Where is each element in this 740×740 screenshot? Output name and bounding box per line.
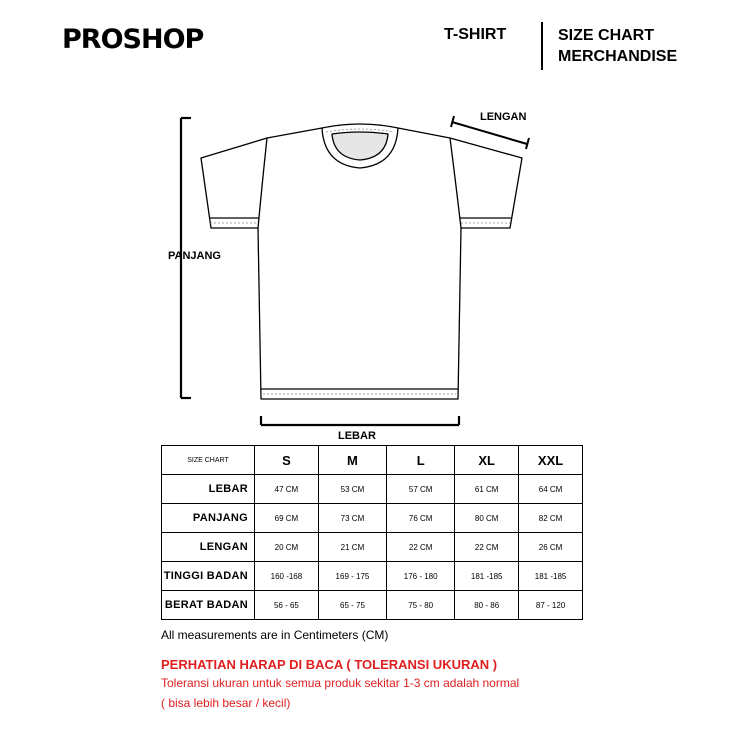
table-cell: 61 CM [455, 475, 519, 504]
size-chart-corner: SIZE CHART [162, 446, 255, 475]
table-cell: 56 - 65 [255, 591, 319, 620]
table-cell: 80 - 86 [455, 591, 519, 620]
row-label-lebar: LEBAR [162, 475, 255, 504]
tshirt-outline-icon [201, 124, 522, 399]
table-cell: 181 -185 [519, 562, 583, 591]
sleeve-label: LENGAN [480, 111, 527, 123]
size-col-l: L [387, 446, 455, 475]
size-col-m: M [318, 446, 386, 475]
width-bracket-icon [261, 416, 459, 425]
row-label-tinggi-badan: TINGGI BADAN [162, 562, 255, 591]
table-cell: 22 CM [455, 533, 519, 562]
table-cell: 21 CM [318, 533, 386, 562]
table-cell: 26 CM [519, 533, 583, 562]
table-cell: 47 CM [255, 475, 319, 504]
brand-logo: PROSHOP [62, 24, 204, 55]
table-cell: 176 - 180 [387, 562, 455, 591]
table-row [162, 504, 583, 533]
product-type: T-SHIRT [444, 26, 507, 43]
measurement-note: All measurements are in Centimeters (CM) [161, 628, 389, 642]
table-cell: 64 CM [519, 475, 583, 504]
table-row [162, 591, 583, 620]
length-label: PANJANG [168, 250, 221, 262]
size-col-xxl: XXL [519, 446, 583, 475]
width-label: LEBAR [338, 430, 376, 442]
tolerance-text: Toleransi ukuran untuk semua produk sekitar 1-3 cm adalah normal [161, 676, 520, 690]
table-cell: 80 CM [455, 504, 519, 533]
table-cell: 65 - 75 [318, 591, 386, 620]
size-col-xl: XL [455, 446, 519, 475]
table-cell: 69 CM [255, 504, 319, 533]
table-cell: 160 -168 [255, 562, 319, 591]
size-table [161, 445, 583, 620]
warning-title: PERHATIAN HARAP DI BACA ( TOLERANSI UKURAN ) [161, 657, 498, 672]
table-cell: 57 CM [387, 475, 455, 504]
table-cell: 76 CM [387, 504, 455, 533]
table-cell: 22 CM [387, 533, 455, 562]
title-merchandise: MERCHANDISE [558, 48, 678, 65]
row-label-lengan: LENGAN [162, 533, 255, 562]
table-cell: 87 - 120 [519, 591, 583, 620]
table-cell: 181 -185 [455, 562, 519, 591]
table-cell: 75 - 80 [387, 591, 455, 620]
row-label-berat-badan: BERAT BADAN [162, 591, 255, 620]
table-cell: 82 CM [519, 504, 583, 533]
table-cell: 73 CM [318, 504, 386, 533]
table-row [162, 562, 583, 591]
row-label-panjang: PANJANG [162, 504, 255, 533]
table-row [162, 475, 583, 504]
table-cell: 53 CM [318, 475, 386, 504]
table-cell: 20 CM [255, 533, 319, 562]
size-header-row [162, 446, 583, 475]
tolerance-subtext: ( bisa lebih besar / kecil) [161, 696, 291, 710]
size-col-s: S [255, 446, 319, 475]
title-size-chart: SIZE CHART [558, 27, 654, 44]
table-row [162, 533, 583, 562]
table-cell: 169 - 175 [318, 562, 386, 591]
